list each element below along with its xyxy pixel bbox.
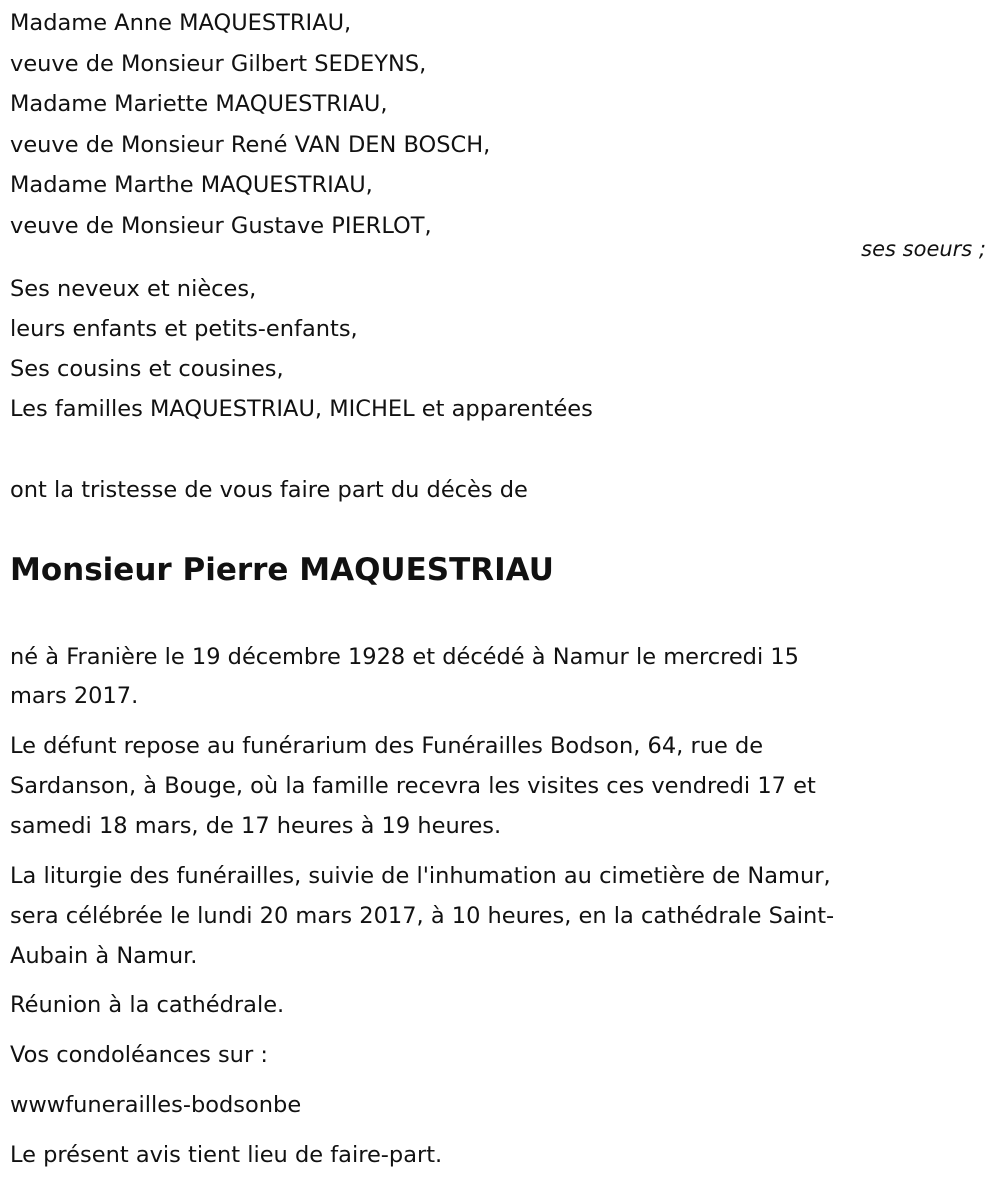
body-line: Le défunt repose au funérarium des Funérailles Bodson, 64, rue de bbox=[10, 733, 764, 759]
deceased-name: Monsieur Pierre MAQUESTRIAU bbox=[10, 552, 554, 588]
body-line: samedi 18 mars, de 17 heures à 19 heures. bbox=[10, 813, 502, 839]
body-line: Réunion à la cathédrale. bbox=[10, 992, 285, 1018]
body-line: Aubain à Namur. bbox=[10, 943, 198, 969]
sister-line: Madame Anne MAQUESTRIAU, bbox=[10, 10, 352, 36]
body-line: né à Franière le 19 décembre 1928 et décédé à Namur le mercredi 15 bbox=[10, 644, 799, 670]
sister-line: veuve de Monsieur René VAN DEN BOSCH, bbox=[10, 132, 491, 158]
sister-line: Madame Marthe MAQUESTRIAU, bbox=[10, 172, 373, 198]
announcement: ont la tristesse de vous faire part du décès de bbox=[10, 477, 528, 503]
family-line: Les familles MAQUESTRIAU, MICHEL et apparentées bbox=[10, 396, 593, 422]
sister-line: Madame Mariette MAQUESTRIAU, bbox=[10, 91, 388, 117]
family-line: leurs enfants et petits-enfants, bbox=[10, 316, 358, 342]
family-line: Ses neveux et nièces, bbox=[10, 276, 257, 302]
sister-line: veuve de Monsieur Gilbert SEDEYNS, bbox=[10, 51, 427, 77]
body-line: Sardanson, à Bouge, où la famille recevra les visites ces vendredi 17 et bbox=[10, 773, 816, 799]
body-line: La liturgie des funérailles, suivie de l'inhumation au cimetière de Namur, bbox=[10, 863, 831, 889]
condolences-link[interactable]: wwwfunerailles-bodsonbe bbox=[10, 1092, 302, 1118]
sisters-label: ses soeurs ; bbox=[861, 237, 986, 261]
body-line: mars 2017. bbox=[10, 683, 139, 709]
sister-line: veuve de Monsieur Gustave PIERLOT, bbox=[10, 213, 432, 239]
family-line: Ses cousins et cousines, bbox=[10, 356, 284, 382]
condolences-label: Vos condoléances sur : bbox=[10, 1042, 268, 1068]
body-line: Le présent avis tient lieu de faire-part. bbox=[10, 1142, 443, 1168]
body-line: sera célébrée le lundi 20 mars 2017, à 10 heures, en la cathédrale Saint- bbox=[10, 903, 835, 929]
